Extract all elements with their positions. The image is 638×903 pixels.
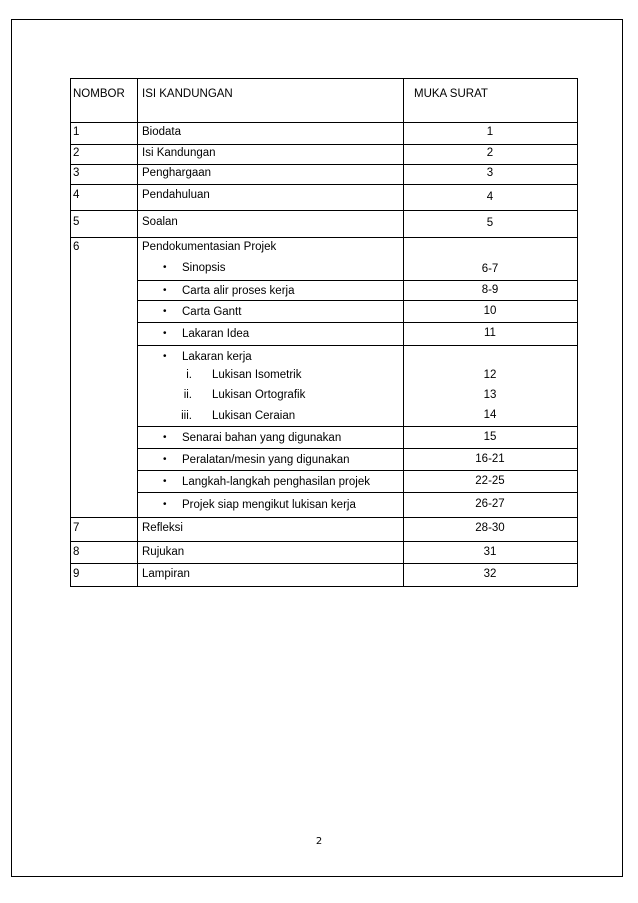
row-number: 1 — [73, 126, 80, 138]
row-title: Rujukan — [142, 546, 185, 558]
table-rule — [70, 210, 578, 211]
row-page: 28-30 — [475, 522, 505, 534]
row-page: 2 — [486, 147, 494, 159]
bullet-icon: • — [163, 476, 167, 487]
row-title: Pendokumentasian Projek — [142, 241, 277, 253]
table-rule — [70, 517, 578, 518]
row-title: Refleksi — [142, 522, 183, 534]
row-number: 6 — [73, 241, 80, 253]
table-rule — [137, 322, 578, 323]
table-rule — [137, 492, 578, 493]
table-rule — [137, 78, 138, 586]
roman-numeral: iii. — [181, 410, 192, 422]
roman-item-title: Lukisan Ortografik — [212, 389, 306, 401]
row-page: 3 — [486, 167, 494, 179]
sub-item-title: Projek siap mengikut lukisan kerja — [182, 499, 356, 511]
table-rule — [137, 345, 578, 346]
row-title: Lampiran — [142, 568, 190, 580]
table-rule — [137, 300, 578, 301]
table-rule — [70, 563, 578, 564]
row-number: 4 — [73, 189, 80, 201]
row-title: Penghargaan — [142, 167, 212, 179]
sub-item-page: 6-7 — [481, 263, 499, 275]
row-number: 7 — [73, 522, 80, 534]
bullet-icon: • — [163, 285, 167, 296]
row-page: 31 — [483, 546, 497, 558]
bullet-icon: • — [163, 306, 167, 317]
row-number: 8 — [73, 546, 80, 558]
table-rule — [70, 237, 578, 238]
row-title: Pendahuluan — [142, 189, 210, 201]
sub-item-page: 26-27 — [475, 498, 505, 510]
header-isi-kandungan: ISI KANDUNGAN — [142, 88, 233, 100]
row-number: 9 — [73, 568, 80, 580]
sub-item-title: Carta Gantt — [182, 306, 242, 318]
roman-item-title: Lukisan Isometrik — [212, 369, 302, 381]
sub-item-title: Sinopsis — [182, 262, 226, 274]
roman-numeral: i. — [186, 369, 192, 381]
bullet-icon: • — [163, 328, 167, 339]
row-page: 5 — [486, 217, 494, 229]
table-rule — [70, 586, 578, 587]
sub-item-title: Lakaran Idea — [182, 328, 250, 340]
table-rule — [70, 184, 578, 185]
header-nombor: NOMBOR — [73, 88, 125, 100]
sub-item-title: Carta alir proses kerja — [182, 285, 295, 297]
roman-item-page: 14 — [483, 409, 497, 421]
sub-item-page: 8-9 — [481, 284, 499, 296]
sub-item-page: 16-21 — [475, 453, 505, 465]
row-page: 4 — [486, 191, 494, 203]
table-rule — [137, 280, 578, 281]
bullet-icon: • — [163, 432, 167, 443]
row-page: 1 — [486, 126, 494, 138]
table-rule — [70, 78, 578, 79]
sub-item-page: 15 — [483, 431, 497, 443]
roman-numeral: ii. — [183, 389, 192, 401]
sub-item-page: 11 — [484, 327, 496, 339]
sub-item-title: Senarai bahan yang digunakan — [182, 432, 342, 444]
roman-item-title: Lukisan Ceraian — [212, 410, 296, 422]
bullet-icon: • — [163, 262, 167, 273]
table-rule — [137, 448, 578, 449]
sub-item-title: Peralatan/mesin yang digunakan — [182, 454, 350, 466]
sub-item-page: 22-25 — [475, 475, 505, 487]
row-page: 32 — [483, 568, 497, 580]
sub-item-title: Langkah-langkah penghasilan projek — [182, 476, 370, 488]
table-rule — [70, 164, 578, 165]
bullet-icon: • — [163, 351, 167, 362]
row-number: 2 — [73, 147, 80, 159]
table-rule — [70, 144, 578, 145]
bullet-icon: • — [163, 454, 167, 465]
row-number: 3 — [73, 167, 80, 179]
header-muka-surat: MUKA SURAT — [414, 88, 488, 100]
row-number: 5 — [73, 216, 80, 228]
sub-item-title: Lakaran kerja — [182, 351, 252, 363]
table-rule — [70, 78, 71, 586]
row-title: Biodata — [142, 126, 182, 138]
bullet-icon: • — [163, 499, 167, 510]
page-number: 2 — [315, 836, 323, 847]
row-title: Isi Kandungan — [142, 147, 216, 159]
roman-item-page: 13 — [483, 389, 497, 401]
table-rule — [70, 541, 578, 542]
table-rule — [137, 470, 578, 471]
roman-item-page: 12 — [483, 369, 497, 381]
sub-item-page: 10 — [483, 305, 497, 317]
table-rule — [137, 426, 578, 427]
row-title: Soalan — [142, 216, 178, 228]
table-rule — [70, 122, 578, 123]
